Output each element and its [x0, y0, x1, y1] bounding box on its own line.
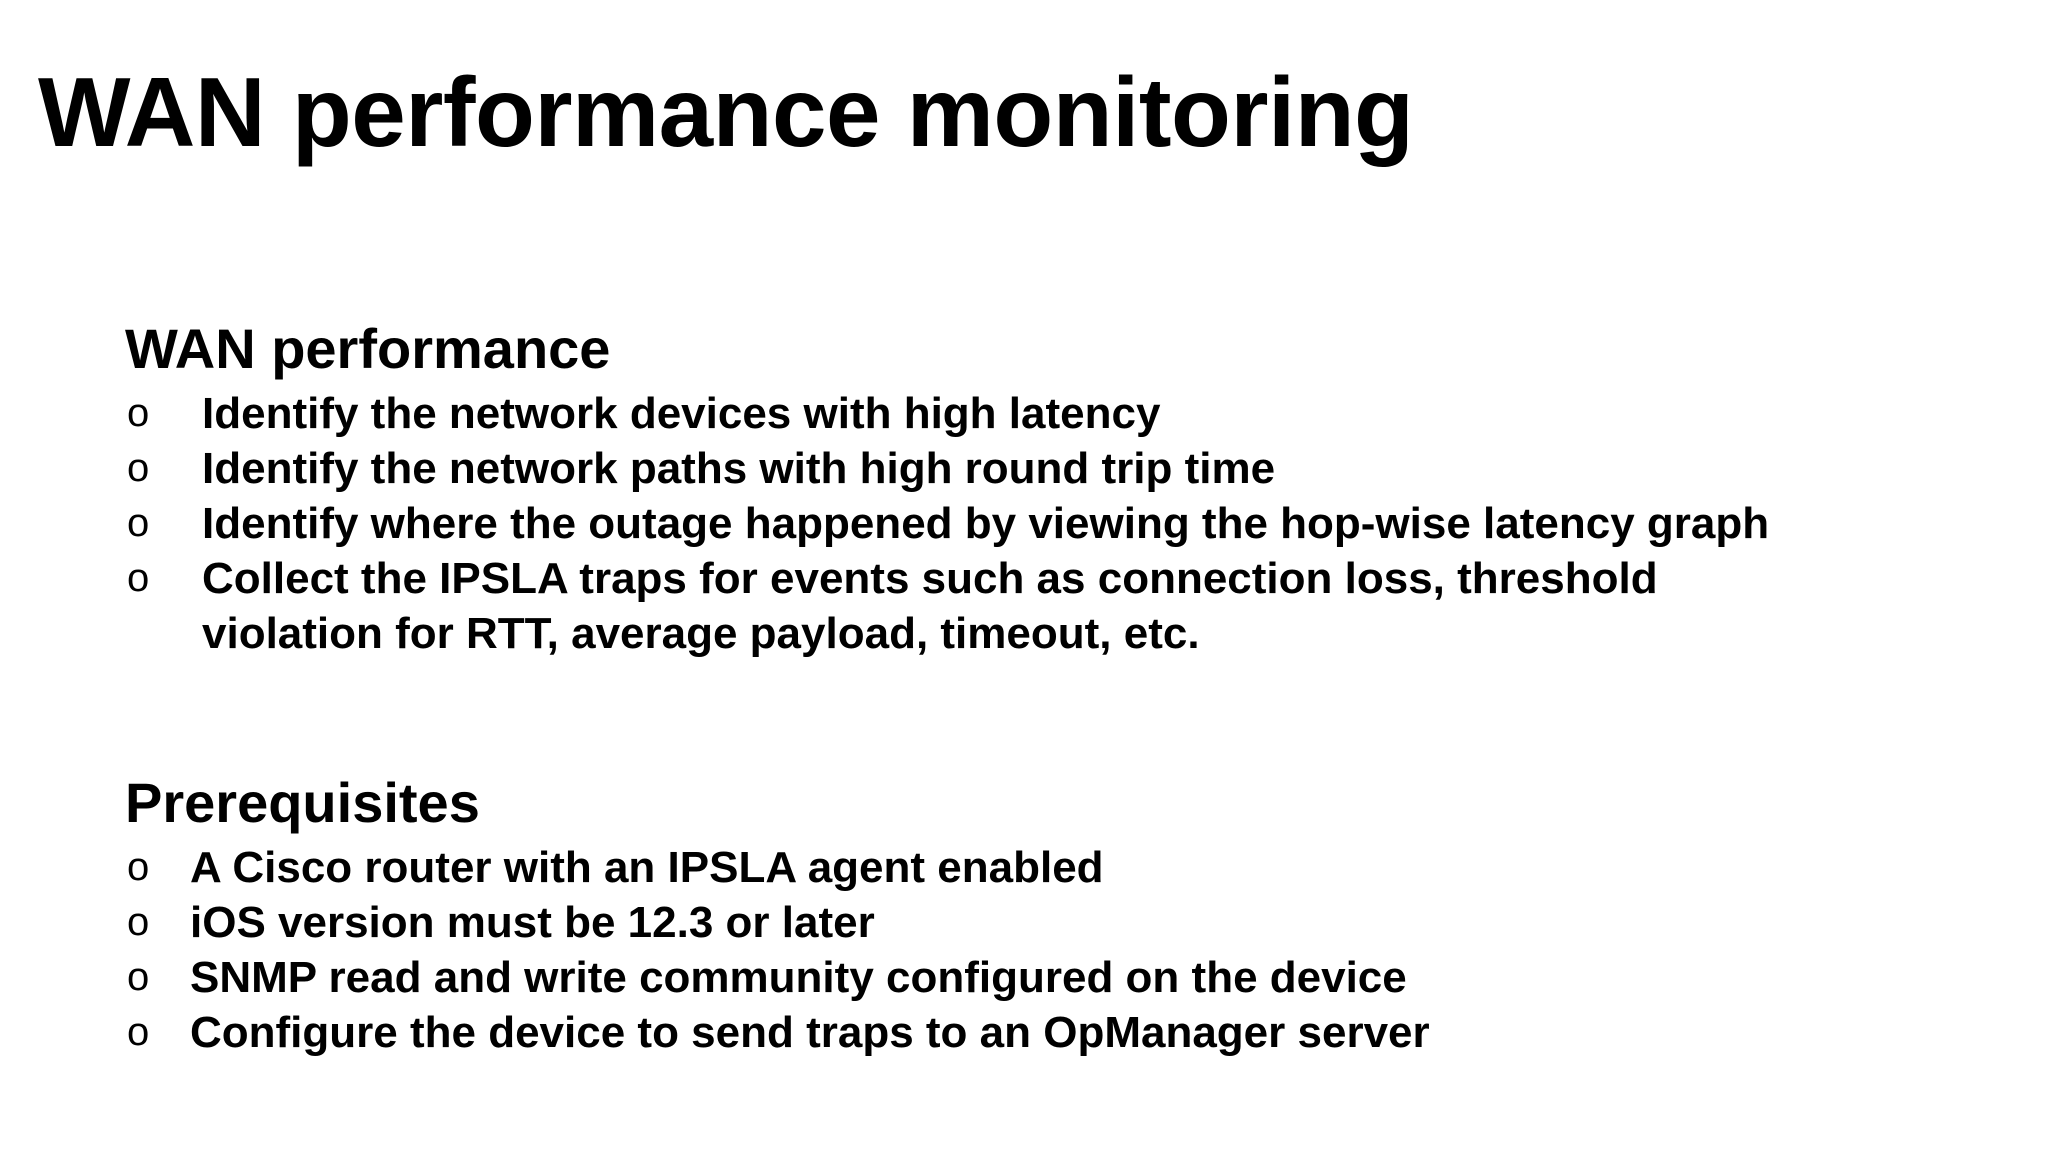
list-item	[125, 1005, 1785, 1060]
list-item-text: A Cisco router with an IPSLA agent enabled	[190, 843, 1104, 892]
bullet-marker-icon: o	[127, 845, 150, 889]
list-item	[125, 441, 1785, 496]
bullet-marker-icon: o	[127, 1010, 150, 1054]
section-heading: Prerequisites	[125, 771, 480, 834]
list-item-text: Identify where the outage happened by viewing the hop-wise latency graph	[202, 499, 1770, 548]
bullet-marker-icon: o	[127, 446, 150, 490]
list-item	[125, 950, 1785, 1005]
list-item-text: Configure the device to send traps to an OpManager server	[190, 1008, 1430, 1057]
list-item	[125, 551, 1785, 661]
list-item	[125, 386, 1785, 441]
section-prerequisites	[125, 766, 1785, 1060]
list-item-text: Identify the network devices with high latency	[202, 389, 1161, 438]
section-heading: WAN performance	[125, 317, 611, 380]
bullet-list	[125, 386, 1785, 661]
list-item	[125, 895, 1785, 950]
bullet-marker-icon: o	[127, 391, 150, 435]
bullet-marker-icon: o	[127, 501, 150, 545]
bullet-marker-icon: o	[127, 900, 150, 944]
section-wan-performance	[125, 312, 1785, 661]
list-item	[125, 840, 1785, 895]
list-item-text: iOS version must be 12.3 or later	[190, 898, 875, 947]
slide-title: WAN performance monitoring	[38, 57, 1414, 167]
bullet-marker-icon: o	[127, 556, 150, 600]
list-item-text: SNMP read and write community configured on the device	[190, 953, 1407, 1002]
bullet-list	[125, 840, 1785, 1060]
list-item-text: Identify the network paths with high round trip time	[202, 444, 1276, 493]
list-item-text: Collect the IPSLA traps for events such as connection loss, threshold violation for RTT, average payload, timeout, etc.	[202, 554, 1658, 658]
list-item	[125, 496, 1785, 551]
bullet-marker-icon: o	[127, 955, 150, 999]
